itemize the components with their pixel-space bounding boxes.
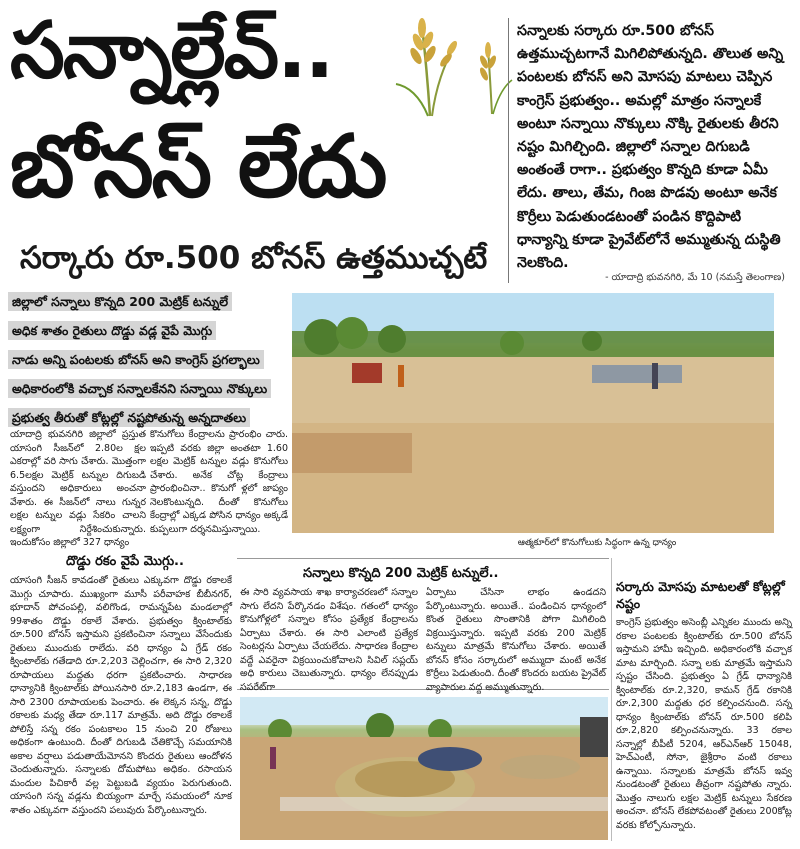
headline-line-2: బోనస్ లేదు bbox=[10, 117, 386, 217]
section-2-text-right: ఏర్పాటు చేసినా లాభం ఉండదని పేర్కొంటున్నారు. అయితే.. పండించిన ధాన్యంలో కొంత రైతులు సొంతానికి పోగా మిగిలింది విక్రయిస్తున్నారు. ఇప్పటి వరకు 200 మెట్రిక్ టన్నులు మాత్రమే కొనుగోలు చేశారు. అయితే బోనస్ కోసం సర్కారులో అమ్ముదా మంటే అనేక కొర్రీలు పెడుతుంది. దీంతో కొందరు బయట ప్రైవేట్ వ్యాపారుల వద్ద అమ్ముతున్నారు. bbox=[426, 587, 606, 693]
divider-vertical bbox=[508, 18, 509, 283]
section-heading-1: దొడ్డు రకం వైపే మొగ్గు.. bbox=[66, 554, 184, 569]
section-heading-3: సర్కారు మోసపు మాటలతో కోట్లల్లో నష్టం bbox=[616, 579, 785, 611]
wheat-illustration-large bbox=[392, 6, 462, 118]
highlight-item: ప్రభుత్వ తీరుతో కోట్లల్లో నష్టపోతున్న అన్నదాతలు bbox=[8, 408, 250, 427]
highlight-item: అధికారంలోకి వచ్చాక సన్నాలకేనని సన్నాయి నొక్కులు bbox=[8, 379, 271, 398]
body-column-2: కొనుగోలు కేంద్రాలను ప్రారంభిం చారు. ఇప్పటి వరకు జిల్లా అంతటా 1.60 లక్షల మెట్రిక్ టన్నుల వడ్లు కొనుగోలు చేశారు. అనేక చోట్ల కేంద్రాలు ప్రారంభించినా.. కొనుగో ళ్లలో జాప్యం నెలకొంటున్నది. దీంతో కొనుగోలు కేంద్రాల్లో ఎక్కడ పోసిన ధాన్యం అక్కడే కుప్పలుగా దర్శనమిస్తున్నాయి. bbox=[150, 429, 288, 535]
dateline-credit: - యాదాద్రి భువనగిరి, మే 10 (నమస్తే తెలంగాణ) bbox=[605, 272, 785, 283]
photo-grain-drying-field bbox=[292, 293, 774, 533]
photo-caption: ఆత్మకూర్‌లో కొనుగోలుకు సిద్ధంగా ఉన్న ధాన్యం bbox=[517, 538, 677, 548]
section-3-text: కాంగ్రెస్ ప్రభుత్వం అసెంబ్లీ ఎన్నికల ముందు అన్ని రకాల పంటలకు క్వింటాల్‌కు రూ.500 బోనస్ ఇస్తామని హామీ ఇచ్చింది. అధికారంలోకి వచ్చాక మాట మార్చింది. సన్నా లకు మాత్రమే ఇస్తామని స్పష్టం చేసింది. ప్రభుత్వం ఏ గ్రేడ్ ధాన్యానికి క్వింటాల్‌కు రూ.2,320, కామన్ గ్రేడ్ రకానికి రూ.2,300 మద్దతు ధర కల్పించనుంది. సన్న ధాన్యం క్వింటాల్‌కు బోనస్ రూ.500 కలిపి రూ.2,820 కల్పించనున్నారు. 33 రకాల సన్నాల్లో బీపీటీ 5204, ఆర్ఎన్ఆర్ 15048, హెచ్ఎంటీ, సోనా, జైశ్రీరాం వంటి రకాలు ఉన్నాయి. సన్నాలకు మాత్రమే బోనస్ ఇవ్వ నుండటంతో రైతులు తీవ్రంగా నష్టపోతు న్నారు. మొత్తం నాలుగు లక్షల మెట్రిక్ టన్నులు సేకరణ అంచనా. బోనస్ లేకపోవటంతో రైతులు 200కోట్ల వరకు కోల్పోనున్నారు. bbox=[616, 617, 792, 831]
highlight-item: అధిక శాతం రైతులు దొడ్డు వడ్ల వైపే మొగ్గు bbox=[8, 321, 216, 340]
section-1-text: యాసంగి సీజన్ కావడంతో రైతులు ఎక్కువగా దొడ్డు రకాలకే మొగ్గు చూపారు. ముఖ్యంగా మూసీ పరీవాహక బీబీనగర్, భూదాన్ పోచంపల్లి, వలిగొండ, రామన్నపేట మండలాల్లో 99శాతం దొడ్డు రకాలే వేశారు. ప్రభుత్వం క్వింటాల్‌కు రూ.500 బోనస్ ఇస్తామని ప్రకటించినా సన్నాలు వేసేందుకు రైతులు ముందుకు రాలేదు. వరి ధాన్యం ఏ గ్రేడ్ రకం క్వింటాల్‌కు గతేడాది రూ.2,203 చెల్లించగా, ఈ సారి 2,320 రూపాయలు మద్దతు ధరగా ప్రకటించారు. సాధారణ ధాన్యానికి క్వింటాల్‌కు పోయినసారి రూ.2,183 ఉండగా, ఈ సారి 2300 రూపాయలకు పెంచారు. ఈ లెక్కన సన్న, దొడ్డు రకాలకు మధ్య తేడా రూ.117 మాత్రమే. అది దొడ్డు రకాలకే పోలిస్తే సన్న రకం పంటకాలం 15 నుంచి 20 రోజులు అధికంగా ఉంటుంది. దీంతో దిగుబడి చేతికొచ్చే సమయానికి అకాల వర్షాలు పడుతాయేమోనని కొందరు రైతులు ఆందోళన చెందుతున్నారు. సన్నాలకు దోమపోటు అధికం. రసాయన మందుల పిచికారీ వల్ల పెట్టుబడి వ్యయం పెరుగుతుంది. యాసంగి సన్న వడ్లను బియ్యంగా మార్చే సమయంలో నూక శాతం ఎక్కువగా వస్తుందని పలువురు పేర్కొంటున్నారు. bbox=[10, 575, 232, 816]
headline-line-1: సన్నాల్లేవ్.. bbox=[10, 6, 333, 96]
highlight-item: జిల్లాలో సన్నాలు కొన్నది 200 మెట్రిక్ టన్నులే bbox=[8, 292, 232, 311]
section-heading-2: సన్నాలు కొన్నది 200 మెట్రిక్ టన్నులే.. bbox=[303, 566, 499, 581]
photo-grain-heaps bbox=[240, 697, 608, 840]
highlights-list bbox=[8, 291, 286, 436]
intro-paragraph: సన్నాలకు సర్కారు రూ.500 బోనస్ ఉత్తముచ్చటగానే మిగిలిపోతున్నది. తొలుత అన్ని పంటలకు బోనస్ అని మోసపు మాటలు చెప్పిన కాంగ్రెస్ ప్రభుత్వం.. అమల్లో మాత్రం సన్నాలకే అంటూ సన్నాయి నొక్కులు నొక్కి రైతులకు తీరని నష్టం మిగిల్చింది. జిల్లాలో సన్నాల దిగుబడి అంతంతే రాగా.. ప్రభుత్వం కొన్నది కూడా ఏమీ లేదు. తాలు, తేమ, గింజ పొడవు అంటూ అనేక కొర్రీలు పెడుతుండటంతో పండిన కొద్దిపాటి ధాన్యాన్ని కూడా ప్రైవేట్‌లోనే అమ్ముతున్న దుస్థితి నెలకొంది. bbox=[517, 23, 784, 272]
highlight-item: నాడు అన్ని పంటలకు బోనస్ అని కాంగ్రెస్ ప్రగల్భాలు bbox=[8, 350, 264, 369]
subheadline: సర్కారు రూ.500 బోనస్ ఉత్తముచ్చటే bbox=[20, 240, 488, 276]
section-2-text-left: ఈ సారి వ్యవసాయ శాఖ కార్యాచరణలో సన్నాల సాగు లేదని పేర్కొనడం విశేషం. గతంలో ధాన్యం కొనుగోళ్లలో సన్నాల కోసం ప్రత్యేక కేంద్రాలను ఏర్పాటు చేశారు. ఈ సారి ఎలాంటి ప్రత్యేక సెంటర్లను ఏర్పాటు చేయలేదు. సాధారణ కేంద్రాల వద్దే ఎవరైనా విక్రయించుకోవాలని సివిల్ సప్లయ్ అధి కారులు చెబుతున్నారు. ధాన్యం లేనప్పుడు సపరేట్‌గా bbox=[240, 587, 418, 693]
body-column-1: యాదాద్రి భువనగిరి జిల్లాలో ప్రస్తుత యాసంగి సీజన్‌లో 2.80ల క్షల ఎకరాల్లో వరి సాగు చేశారు. మొత్తంగా 6.5లక్షల మెట్రిక్ టన్నుల దిగుబడి వస్తుందని అధికారులు అంచనా వేశారు. ఈ సీజన్‌లో నాలు గున్నర లక్షల టన్నుల వడ్లు సేకరిం చాలని లక్ష్యంగా నిర్దేశించుకున్నారు. ఇందుకోసం జిల్లాలో 327 ధాన్యం bbox=[10, 429, 146, 548]
